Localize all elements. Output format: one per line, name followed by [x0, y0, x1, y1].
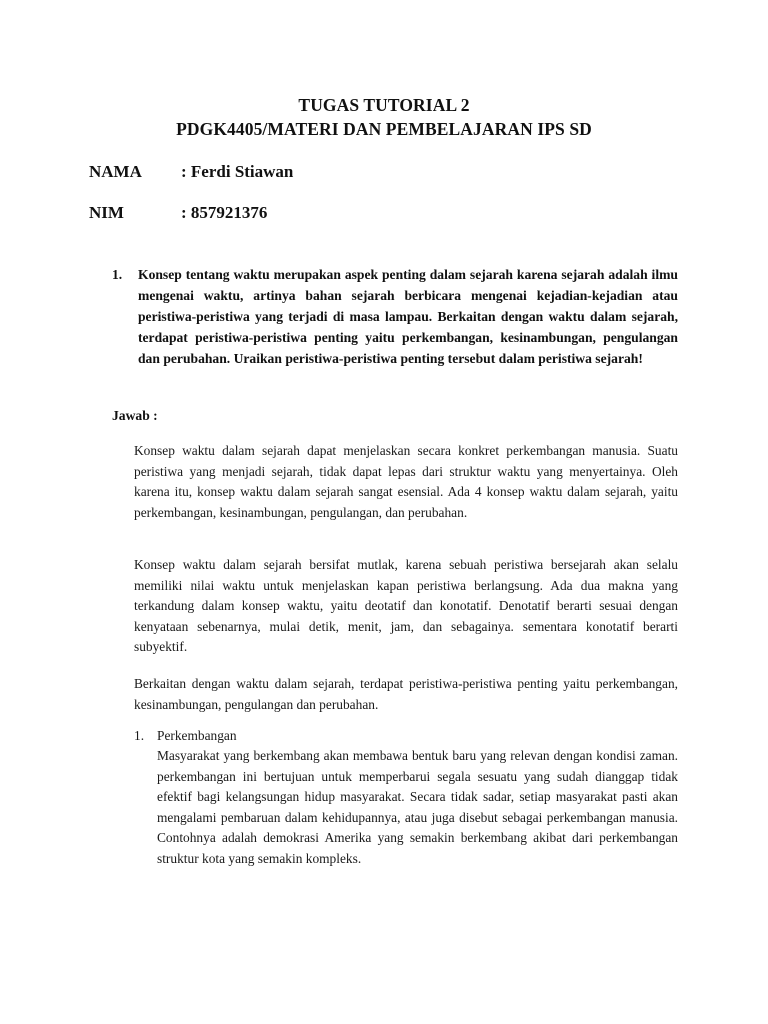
answer-paragraph: Konsep waktu dalam sejarah dapat menjelaskan secara konkret perkembangan manusia. Suatu peristiwa yang menjadi sejarah, tidak dapat lepas dari struktur waktu yang menyertainya. Oleh karena itu, konsep waktu dalam sejarah sangat esensial. Ada 4 konsep waktu dalam sejarah, yaitu perkembangan, kesinambungan, pengulangan, dan perubahan.: [134, 443, 678, 520]
nim-value: : 857921376: [181, 203, 268, 222]
question-text: Konsep tentang waktu merupakan aspek penting dalam sejarah karena sejarah adalah ilmu mengenai waktu, artinya bahan sejarah berbicara mengenai kejadian-kejadian atau peristiwa-peristiwa yang terjadi di masa lampau. Berkaitan dengan waktu dalam sejarah, terdapat peristiwa-peristiwa penting yaitu perkembangan, kesinambungan, pengulangan dan perubahan. Uraikan peristiwa-peristiwa penting tersebut dalam peristiwa sejarah!: [138, 267, 678, 366]
subitem-body: Masyarakat yang berkembang akan membawa bentuk baru yang relevan dengan kondisi zaman. perkembangan ini bertujuan untuk memperbarui segala sesuatu yang sudah dianggap tidak efektif bagi kelangsungan hidup masyarakat. Secara tidak sadar, setiap masyarakat pasti akan mengalami pembaruan dalam kehidupannya, atau juga disebut sebagai perkembangan manusia. Contohnya adalah demokrasi Amerika yang semakin berkembang akibat dari perkembangan struktur kota yang semakin kompleks.: [157, 748, 678, 866]
subitem-title: Perkembangan: [157, 728, 237, 743]
question-number: 1.: [112, 267, 123, 282]
subitem-number: 1.: [134, 728, 145, 743]
name-label: NAMA: [89, 162, 142, 181]
answer-label: Jawab :: [112, 408, 158, 423]
nim-label: NIM: [89, 203, 124, 222]
document-title: TUGAS TUTORIAL 2: [298, 95, 470, 115]
answer-paragraph: Berkaitan dengan waktu dalam sejarah, terdapat peristiwa-peristiwa penting yaitu perkembangan, kesinambungan, pengulangan dan perubahan.: [134, 676, 678, 712]
answer-paragraph: Konsep waktu dalam sejarah bersifat mutlak, karena sebuah peristiwa bersejarah akan selalu memiliki nilai waktu untuk menjelaskan kapan peristiwa berlangsung. Ada dua makna yang terkandung dalam konsep waktu, yaitu deotatif dan konotatif. Denotatif berarti sesuai dengan kenyataan sebenarnya, mulai detik, menit, jam, dan sebagainya. sementara konotatif berarti subyektif.: [134, 557, 678, 655]
name-row: [89, 160, 293, 184]
question-block: [112, 264, 678, 369]
course-title: PDGK4405/MATERI DAN PEMBELAJARAN IPS SD: [176, 119, 592, 139]
nim-row: [89, 201, 267, 225]
name-value: : Ferdi Stiawan: [181, 162, 294, 181]
